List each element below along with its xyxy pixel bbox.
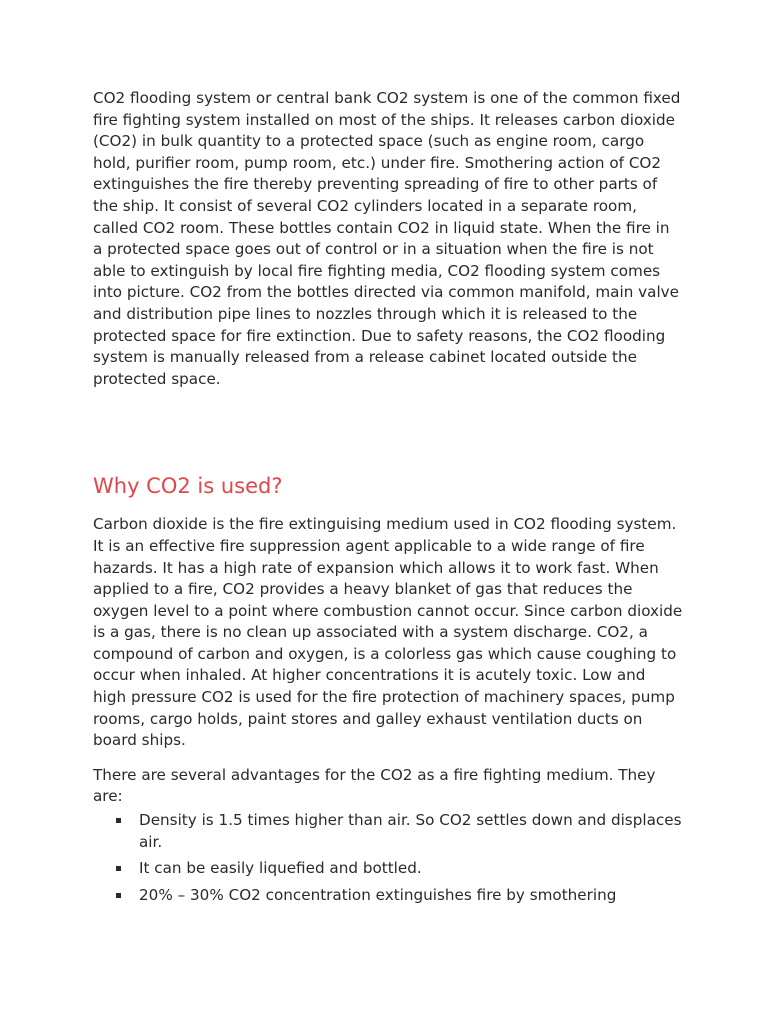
square-bullet-icon <box>116 866 121 871</box>
list-item <box>93 885 683 907</box>
list-item <box>93 810 683 853</box>
section-heading: Why CO2 is used? <box>93 474 283 499</box>
square-bullet-icon <box>116 818 121 823</box>
list-item <box>93 858 683 880</box>
advantages-list <box>93 810 683 906</box>
advantages-intro-paragraph: There are several advantages for the CO2 as a fire fighting medium. They are: <box>93 765 656 806</box>
list-item-text: Density is 1.5 times higher than air. So CO2 settles down and displaces air. <box>139 811 682 851</box>
list-item-text: 20% – 30% CO2 concentration extinguishes fire by smothering <box>139 885 617 904</box>
square-bullet-icon <box>116 893 121 898</box>
document-page <box>93 88 683 911</box>
why-co2-paragraph: Carbon dioxide is the fire extinguising medium used in CO2 flooding system. It is an effective fire suppression agent applicable to a wide range of fire hazards. It has a high rate of expansion which allows it to work fast. When applied to a fire, CO2 provides a heavy blanket of gas that reduces the oxygen level to a point where combustion cannot occur. Since carbon dioxide is a gas, there is no clean up associated with a system discharge. CO2, a compound of carbon and oxygen, is a colorless gas which cause coughing to occur when inhaled. At higher concentrations it is acutely toxic. Low and high pressure CO2 is used for the fire protection of machinery spaces, pump rooms, cargo holds, paint stores and galley exhaust ventilation ducts on board ships. <box>93 515 683 750</box>
intro-paragraph: CO2 flooding system or central bank CO2 system is one of the common fixed fire fighting system installed on most of the ships. It releases carbon dioxide (CO2) in bulk quantity to a protected space (such as engine room, cargo hold, purifier room, pump room, etc.) under fire. Smothering action of CO2 extinguishes the fire thereby preventing spreading of fire to other parts of the ship. It consist of several CO2 cylinders located in a separate room, called CO2 room. These bottles contain CO2 in liquid state. When the fire in a protected space goes out of control or in a situation when the fire is not able to extinguish by local fire fighting media, CO2 flooding system comes into picture. CO2 from the bottles directed via common manifold, main valve and distribution pipe lines to nozzles through which it is released to the protected space for fire extinction. Due to safety reasons, the CO2 flooding system is manually released from a release cabinet located outside the protected space. <box>93 89 681 388</box>
list-item-text: It can be easily liquefied and bottled. <box>139 859 422 878</box>
